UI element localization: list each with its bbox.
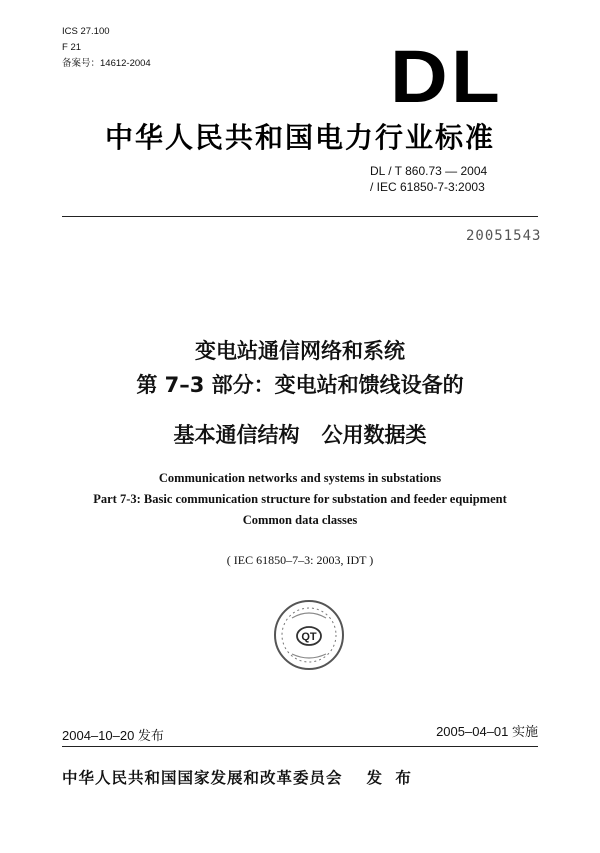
standard-number-block bbox=[370, 163, 487, 195]
ics-code: ICS 27.100 bbox=[62, 26, 110, 37]
seal-text: QT bbox=[301, 631, 317, 643]
english-title-line-1: Communication networks and systems in substations bbox=[158, 471, 442, 485]
record-number: 备案号：14612-2004 bbox=[62, 58, 151, 69]
dl-logo: DL bbox=[390, 35, 504, 118]
bottom-divider bbox=[62, 746, 538, 747]
quality-seal-stamp bbox=[272, 598, 346, 672]
classification-block bbox=[62, 24, 151, 72]
issuing-authority bbox=[62, 766, 538, 788]
standard-number: DL / T 860.73 — 2004 bbox=[370, 164, 488, 178]
iec-identity-note: ( IEC 61850–7–3: 2003, IDT ) bbox=[226, 553, 374, 567]
chinese-title-line-2: 第 7–3 部分：变电站和馈线设备的 bbox=[136, 373, 464, 397]
english-title-line-3: Common data classes bbox=[242, 513, 358, 527]
industry-standard-title: 中华人民共和国电力行业标准 bbox=[104, 121, 495, 154]
english-title-line-2: Part 7-3: Basic communication structure for substation and feeder equipment bbox=[93, 492, 507, 506]
chinese-title-line-1: 变电站通信网络和系统 bbox=[195, 339, 405, 363]
stamp-number: 20051543 bbox=[466, 228, 542, 244]
issuer-action: 发 布 bbox=[366, 769, 415, 787]
implementation-date: 2005–04–01 实施 bbox=[436, 724, 538, 739]
iec-equivalent: / IEC 61850-7-3:2003 bbox=[370, 180, 485, 194]
issue-date: 2004–10–20 发布 bbox=[62, 728, 164, 743]
top-divider bbox=[62, 216, 538, 217]
chinese-title-line-3-part-b: 公用数据类 bbox=[321, 423, 427, 447]
chinese-title-line-3-part-a: 基本通信结构 bbox=[173, 423, 300, 447]
chinese-title-line-3 bbox=[0, 421, 600, 449]
classification-code: F 21 bbox=[62, 42, 82, 53]
issuer-organization: 中华人民共和国国家发展和改革委员会 bbox=[62, 769, 343, 787]
